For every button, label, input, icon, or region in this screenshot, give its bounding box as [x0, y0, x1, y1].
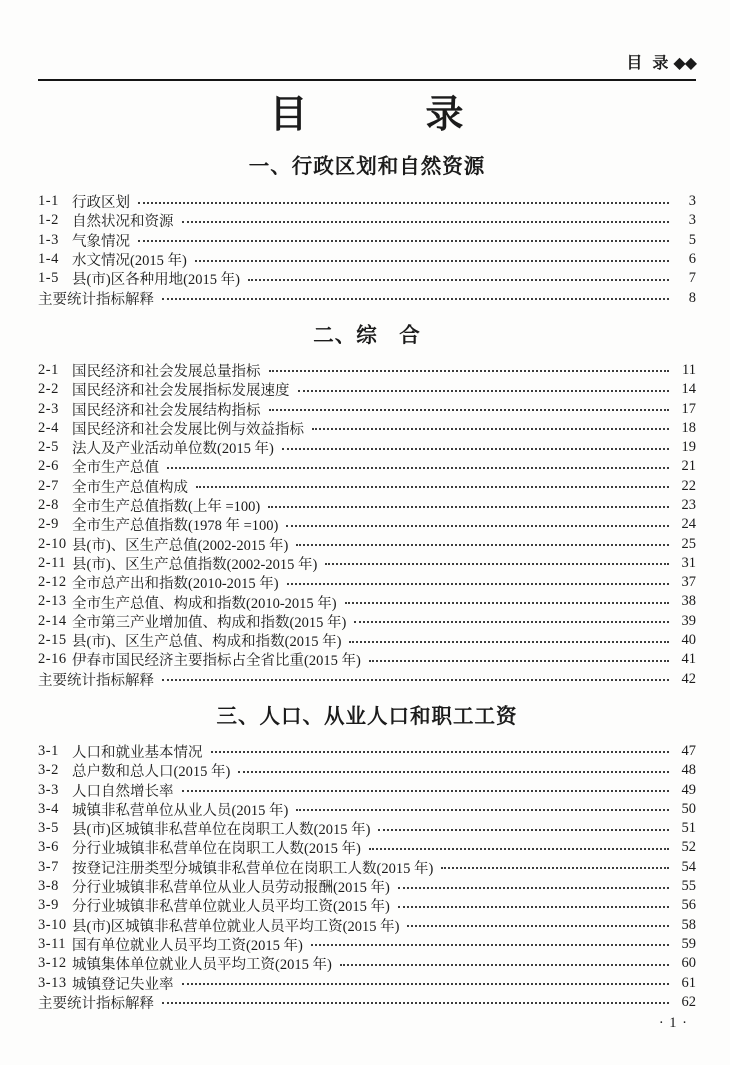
entry-title: 全市总产出和指数(2010-2015 年) [72, 576, 279, 593]
entry-number: 3-13 [38, 974, 67, 991]
dot-leader [345, 602, 669, 604]
page-header [38, 50, 696, 72]
entry-page-number: 3 [688, 193, 696, 210]
entry-title: 分行业城镇非私营单位从业人员劳动报酬(2015 年) [72, 880, 390, 897]
toc-entry [38, 877, 696, 896]
entry-number: 3-9 [38, 897, 59, 914]
entry-page-number: 17 [681, 400, 696, 417]
toc-entry [38, 269, 696, 288]
dot-leader [195, 260, 669, 262]
dot-leader [138, 240, 669, 242]
entry-title: 县(市)区城镇非私营单位在岗职工人数(2015 年) [72, 822, 371, 839]
entry-page-number: 23 [681, 497, 696, 513]
toc-entry [38, 761, 696, 780]
entry-title: 气象情况 [72, 233, 130, 250]
toc-sections [38, 154, 696, 1012]
entry-number: 2-16 [38, 651, 67, 668]
entry-number: 3-10 [38, 916, 67, 933]
entry-title: 全市生产总值构成 [72, 479, 188, 496]
footer-page-number: · 1 · [658, 1015, 688, 1031]
section-entries [38, 361, 696, 689]
entry-page-number: 11 [682, 361, 696, 378]
toc-entry [38, 380, 696, 399]
entry-number: 2-14 [38, 612, 67, 629]
toc-entry [38, 399, 696, 418]
section-entries [38, 742, 696, 1012]
dot-leader [369, 848, 669, 850]
dot-leader [182, 221, 670, 223]
entry-title: 行政区划 [72, 195, 130, 212]
entry-title: 全市第三产业增加值、构成和指数(2015 年) [72, 614, 347, 631]
entry-page-number: 51 [681, 820, 696, 837]
entry-page-number: 41 [681, 651, 696, 668]
toc-entry [38, 419, 696, 438]
toc-entry [38, 534, 696, 553]
entry-title: 主要统计指标解释 [38, 995, 154, 1012]
entry-title: 县(市)、区生产总值指数(2002-2015 年) [72, 556, 318, 573]
section-heading: 一、行政区划和自然资源 [248, 156, 486, 178]
entry-page-number: 38 [681, 593, 696, 610]
toc-entry [38, 631, 696, 650]
entry-page-number: 56 [681, 897, 696, 914]
entry-number: 1-5 [38, 270, 59, 287]
dot-leader [269, 370, 670, 372]
entry-title: 全市生产总值 [72, 460, 159, 477]
entry-number: 3-2 [38, 762, 59, 779]
entry-page-number: 49 [681, 781, 696, 798]
entry-number: 3-6 [38, 839, 59, 856]
entry-page-number: 48 [681, 762, 696, 779]
dot-leader [349, 641, 669, 643]
entry-page-number: 8 [688, 289, 696, 306]
toc-section [38, 154, 696, 308]
dot-leader [286, 525, 669, 527]
dot-leader [325, 563, 669, 565]
entry-number: 2-15 [38, 632, 67, 649]
entry-number: 1-4 [38, 251, 59, 268]
entry-page-number: 61 [681, 974, 696, 991]
dot-leader [138, 202, 669, 204]
dot-leader [162, 298, 669, 300]
toc-entry [38, 838, 696, 857]
entry-page-number: 18 [681, 419, 696, 436]
header-rule [38, 79, 696, 81]
entry-number: 2-7 [38, 477, 59, 494]
entry-number: 3-7 [38, 858, 59, 875]
toc-entry [38, 916, 696, 935]
dot-leader [354, 621, 669, 623]
dot-leader [268, 506, 669, 508]
entry-title: 总户数和总人口(2015 年) [72, 764, 231, 781]
entry-page-number: 14 [681, 381, 696, 398]
entry-page-number: 60 [681, 955, 696, 972]
dot-leader [407, 925, 669, 927]
entry-page-number: 55 [681, 878, 696, 895]
toc-entry [38, 993, 696, 1012]
entry-page-number: 39 [681, 612, 696, 629]
entry-page-number: 5 [688, 231, 696, 248]
entry-number: 2-5 [38, 439, 59, 456]
entry-title: 国民经济和社会发展结构指标 [72, 402, 261, 419]
dot-leader [311, 944, 669, 946]
dot-leader [398, 906, 669, 908]
entry-title: 主要统计指标解释 [38, 672, 154, 689]
dot-leader [298, 390, 670, 392]
toc-entry [38, 457, 696, 476]
dot-leader [296, 544, 669, 546]
entry-number: 2-13 [38, 593, 67, 610]
dot-leader [162, 679, 669, 681]
entry-title: 法人及产业活动单位数(2015 年) [72, 441, 274, 458]
dot-leader [162, 1002, 669, 1004]
entry-page-number: 31 [681, 554, 696, 571]
entry-title: 城镇登记失业率 [72, 976, 174, 993]
toc-entry [38, 192, 696, 211]
dot-leader [340, 964, 669, 966]
toc-entry [38, 231, 696, 250]
dot-leader [441, 867, 669, 869]
dot-leader [167, 467, 669, 469]
entry-page-number: 52 [681, 839, 696, 856]
dot-leader [282, 448, 669, 450]
entry-page-number: 59 [681, 935, 696, 952]
entry-number: 2-4 [38, 419, 59, 436]
section-heading: 三、人口、从业人口和职工工资 [216, 705, 518, 728]
toc-entry [38, 800, 696, 819]
entry-title: 国民经济和社会发展比例与效益指标 [72, 421, 304, 438]
entry-number: 3-12 [38, 955, 67, 972]
entry-title: 县(市)区城镇非私营单位就业人员平均工资(2015 年) [72, 918, 400, 935]
dot-leader [287, 583, 669, 585]
entry-number: 1-1 [38, 193, 59, 210]
toc-entry [38, 288, 696, 307]
toc-entry [38, 742, 696, 761]
dot-leader [196, 486, 669, 488]
entry-page-number: 50 [681, 800, 696, 817]
entry-title: 人口和就业基本情况 [72, 744, 203, 761]
dot-leader [238, 771, 669, 773]
header-corner-label: 目 录 [626, 55, 672, 72]
entry-title: 分行业城镇非私营单位在岗职工人数(2015 年) [72, 841, 361, 858]
entry-number: 3-4 [38, 800, 59, 817]
entry-title: 人口自然增长率 [72, 783, 174, 800]
entry-number: 3-8 [38, 878, 59, 895]
entry-page-number: 58 [681, 916, 696, 933]
toc-entry [38, 954, 696, 973]
entry-title: 县(市)、区生产总值、构成和指数(2015 年) [72, 634, 342, 651]
entry-title: 国有单位就业人员平均工资(2015 年) [72, 937, 303, 954]
entry-number: 3-3 [38, 781, 59, 798]
toc-entry [38, 250, 696, 269]
toc-entry [38, 896, 696, 915]
toc-entry [38, 573, 696, 592]
dot-leader [182, 983, 670, 985]
toc-entry [38, 496, 696, 515]
entry-title: 伊春市国民经济主要指标占全省比重(2015 年) [72, 653, 361, 670]
dot-leader [378, 829, 669, 831]
toc-entry [38, 935, 696, 954]
entry-page-number: 54 [681, 858, 696, 875]
entry-title: 全市生产总值指数(上年 =100) [72, 499, 261, 516]
toc-entry [38, 973, 696, 992]
toc-entry [38, 211, 696, 230]
toc-entry [38, 819, 696, 838]
entry-title: 城镇集体单位就业人员平均工资(2015 年) [72, 957, 332, 974]
entry-title: 按登记注册类型分城镇非私营单位在岗职工人数(2015 年) [72, 860, 434, 877]
dot-leader [398, 887, 669, 889]
entry-page-number: 37 [681, 574, 696, 591]
entry-page-number: 62 [681, 993, 696, 1010]
toc-entry [38, 780, 696, 799]
entry-number: 2-12 [38, 574, 67, 591]
entry-title: 水文情况(2015 年) [72, 253, 187, 270]
dot-leader [248, 279, 669, 281]
entry-title: 国民经济和社会发展指标发展速度 [72, 383, 290, 400]
entry-number: 2-2 [38, 381, 59, 398]
entry-title: 主要统计指标解释 [38, 291, 154, 308]
toc-section [38, 323, 696, 689]
entry-title: 城镇非私营单位从业人员(2015 年) [72, 802, 289, 819]
page-title: 目 录 [269, 94, 465, 136]
entry-title: 自然状况和资源 [72, 214, 174, 231]
entry-number: 1-3 [38, 231, 59, 248]
dot-leader [269, 409, 670, 411]
toc-section [38, 704, 696, 1012]
toc-entry [38, 612, 696, 631]
entry-page-number: 3 [688, 212, 696, 229]
entry-page-number: 42 [681, 670, 696, 687]
dot-leader [211, 751, 670, 753]
entry-number: 3-11 [38, 935, 67, 952]
entry-page-number: 19 [681, 439, 696, 456]
entry-title: 国民经济和社会发展总量指标 [72, 363, 261, 380]
entry-number: 2-6 [38, 458, 59, 475]
dot-leader [312, 428, 669, 430]
toc-entry [38, 515, 696, 534]
entry-title: 分行业城镇非私营单位就业人员平均工资(2015 年) [72, 899, 390, 916]
entry-number: 2-10 [38, 535, 67, 552]
entry-title: 全市生产总值指数(1978 年 =100) [72, 518, 279, 535]
entry-number: 3-1 [38, 742, 59, 759]
entry-page-number: 40 [681, 632, 696, 649]
entry-title: 全市生产总值、构成和指数(2010-2015 年) [72, 595, 337, 612]
entry-number: 2-3 [38, 400, 59, 417]
entry-number: 2-1 [38, 361, 59, 378]
toc-entry [38, 554, 696, 573]
entry-number: 2-11 [38, 554, 67, 571]
entry-number: 2-8 [38, 497, 59, 513]
section-heading: 二、综 合 [313, 324, 421, 347]
section-entries [38, 192, 696, 308]
entry-title: 县(市)区各种用地(2015 年) [72, 272, 240, 289]
entry-page-number: 21 [681, 458, 696, 475]
entry-title: 县(市)、区生产总值(2002-2015 年) [72, 537, 289, 554]
entry-page-number: 47 [681, 742, 696, 759]
entry-page-number: 25 [681, 535, 696, 552]
entry-number: 1-2 [38, 212, 59, 229]
toc-entry [38, 592, 696, 611]
entry-number: 2-9 [38, 516, 59, 533]
entry-page-number: 22 [681, 477, 696, 494]
dot-leader [369, 660, 669, 662]
toc-entry [38, 650, 696, 669]
entry-number: 3-5 [38, 820, 59, 837]
toc-entry [38, 477, 696, 496]
dot-leader [296, 809, 669, 811]
toc-entry [38, 670, 696, 689]
entry-page-number: 6 [688, 251, 696, 268]
entry-page-number: 7 [688, 270, 696, 287]
toc-entry [38, 858, 696, 877]
diamond-icons: ◆◆ [673, 53, 696, 72]
toc-entry [38, 438, 696, 457]
entry-page-number: 24 [681, 516, 696, 533]
dot-leader [182, 790, 670, 792]
toc-entry [38, 361, 696, 380]
